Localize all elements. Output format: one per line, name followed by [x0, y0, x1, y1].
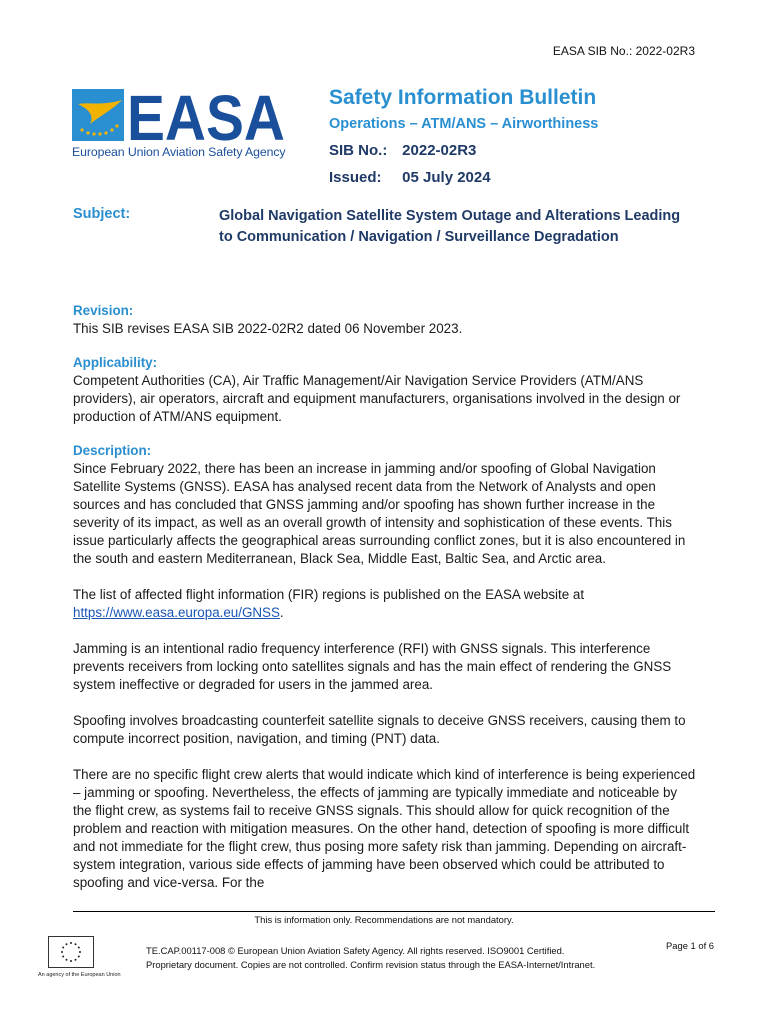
bulletin-header [329, 86, 598, 186]
subject-text: Global Navigation Satellite System Outage and Alterations Leading to Communication / Navigation / Surveillance Degradation [219, 208, 681, 245]
applicability-text: Competent Authorities (CA), Air Traffic Management/Air Navigation Service Providers (ATM/ANS providers), air operators, aircraft and equipment manufacturers, organisations involved in the design or production of ATM/ANS equipment. [73, 373, 681, 424]
document-body [73, 302, 698, 892]
description-heading: Description: [73, 443, 152, 458]
footer-divider [73, 911, 715, 912]
fir-list-text: The list of affected flight information (FIR) regions is published on the EASA website at [73, 587, 585, 602]
description-paragraph-3: Jamming is an intentional radio frequency interference (RFI) with GNSS signals. This interference prevents receivers from locking onto satellites signals and has the main effect of rendering the GNSS system ineffective or degraded for users in the jammed area. [73, 641, 672, 692]
fir-list-end: . [279, 605, 284, 620]
copyright-line-1: TE.CAP.00117-008 © European Union Aviation Safety Agency. All rights reserved. ISO9001 Certified. [146, 945, 565, 956]
eu-stars-icon [49, 937, 93, 967]
logo-wordmark: EASA [127, 86, 285, 144]
copyright-line-2: Proprietary document. Copies are not controlled. Confirm revision status through the EASA-Internet/Intranet. [146, 959, 596, 970]
sib-number-row [329, 142, 598, 159]
issued-value: 05 July 2024 [402, 169, 491, 186]
logo-subtitle: European Union Aviation Safety Agency [72, 145, 286, 159]
bulletin-domains: Operations – ATM/ANS – Airworthiness [329, 116, 599, 132]
description-paragraph-5: There are no specific flight crew alerts that would indicate which kind of interference is being experienced – jamming or spoofing. Nevertheless, the effects of jamming are typically immediate and noticeable by the flight crew, as systems fail to receive GNSS signals. This should allow for quick recognition of the problem and reaction with mitigation measures. On the other hand, detection of spoofing is more difficult and not immediate for the flight crew, thus posing more safety risk than jamming. Depending on aircraft-system integration, various side effects of jamming have been observed which could be attributed to spoofing and vice-versa. For the [73, 767, 696, 890]
easa-gnss-link[interactable]: https://www.easa.europa.eu/GNSS [73, 605, 280, 620]
sib-number-value: 2022-02R3 [402, 142, 477, 159]
page-number: Page 1 of 6 [666, 940, 714, 951]
sib-number-label: SIB No.: [329, 142, 388, 159]
description-paragraph-2 [73, 586, 698, 622]
eu-flag-icon [48, 936, 94, 968]
easa-logo-graphic [72, 86, 287, 144]
revision-text: This SIB revises EASA SIB 2022-02R2 dated 06 November 2023. [73, 321, 463, 336]
footer-disclaimer: This is information only. Recommendations are not mandatory. [254, 914, 514, 925]
applicability-heading: Applicability: [73, 355, 158, 370]
issued-label: Issued: [329, 169, 382, 186]
eu-caption: An agency of the European Union [38, 972, 121, 978]
bulletin-title: Safety Information Bulletin [329, 86, 597, 109]
subject-label: Subject: [73, 206, 131, 222]
footer-copyright [146, 944, 595, 972]
description-paragraph-1: Since February 2022, there has been an increase in jamming and/or spoofing of Global Navigation Satellite Systems (GNSS). EASA has analysed recent data from the Network of Analysts and open sources and has concluded that GNSS jamming and/or spoofing has shown further increase in the severity of its impact, as well as an overall growth of intensity and sophistication of these events. This issue particularly affects the geographical areas surrounding conflict zones, but it is also encountered in the south and eastern Mediterranean, Black Sea, Middle East, Baltic Sea, and Arctic area. [73, 461, 686, 566]
issued-row [329, 169, 598, 186]
description-paragraph-4: Spoofing involves broadcasting counterfeit satellite signals to deceive GNSS receivers, causing them to compute incorrect position, navigation, and timing (PNT) data. [73, 713, 686, 746]
document-reference: EASA SIB No.: 2022-02R3 [552, 44, 695, 58]
revision-heading: Revision: [73, 303, 134, 318]
